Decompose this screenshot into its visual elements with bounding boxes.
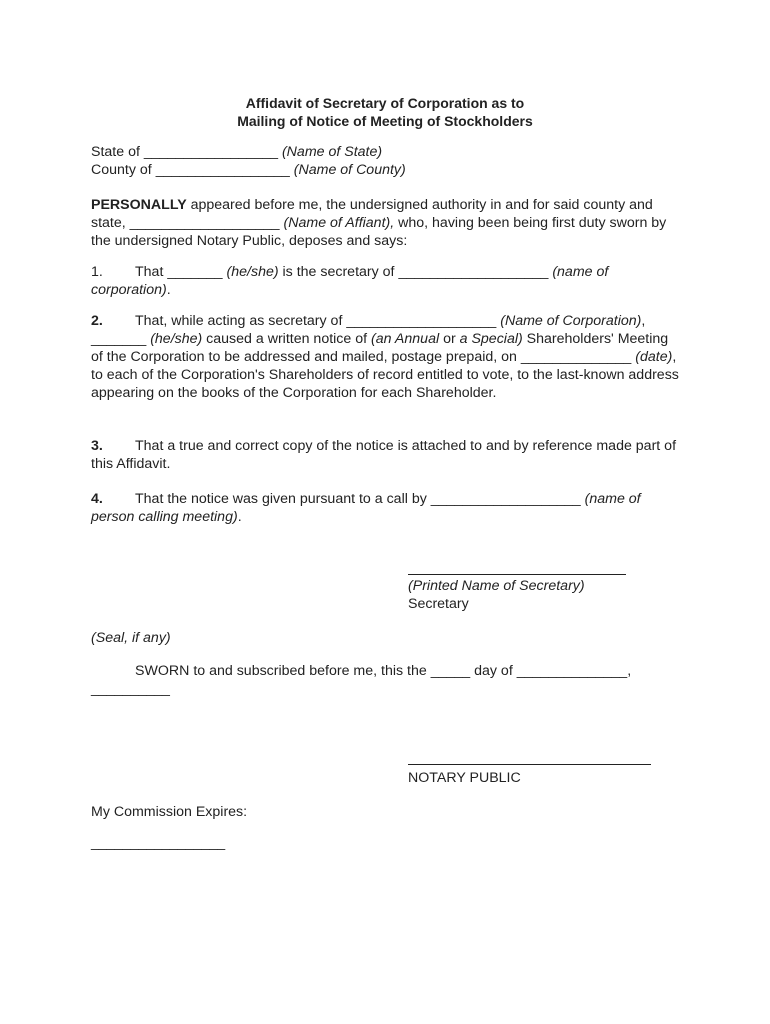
sworn-line (135, 662, 631, 680)
day-blank: _____ (430, 663, 471, 679)
item-2-hint-d: a Special) (459, 331, 523, 347)
item-1-blank-b: ___________________ (398, 264, 549, 280)
item-4 (91, 490, 681, 526)
document-title-line-2: Mailing of Notice of Meeting of Stockholders (237, 113, 533, 129)
item-2-number: 2. (91, 313, 103, 329)
month-blank: ______________ (516, 663, 628, 679)
state-label: State of (91, 144, 140, 160)
item-4-hint: (name of person calling meeting) (91, 491, 641, 525)
item-1-number: 1. (91, 264, 103, 280)
intro-lead: PERSONALLY (91, 197, 187, 213)
item-2-blank-b: _______ (91, 331, 147, 347)
item-1-text-b: is the secretary of (278, 264, 399, 280)
item-1-text-c: . (166, 282, 171, 298)
item-4-text-a: That the notice was given pursuant to a call by (135, 491, 431, 507)
item-1-hint-b: (name of corporation) (91, 264, 609, 298)
item-1 (91, 263, 681, 299)
item-3-text: That a true and correct copy of the notice is attached to and by reference made part of this Affidavit. (91, 438, 677, 472)
state-hint: (Name of State) (281, 144, 383, 160)
intro-paragraph (91, 196, 681, 250)
state-blank: _________________ (143, 144, 278, 160)
sworn-text-b: day of (470, 663, 517, 679)
affiant-blank: ___________________ (129, 215, 280, 231)
affiant-hint: (Name of Affiant), (283, 215, 395, 231)
item-2-blank-c: ______________ (520, 349, 632, 365)
document-title-line-1: Affidavit of Secretary of Corporation as to (245, 95, 525, 111)
sworn-text-c: , (627, 663, 632, 679)
notary-public-label: NOTARY PUBLIC (408, 770, 521, 786)
item-2-text-f: , to each of the Corporation's Shareholders of record entitled to vote, to the last-known address appearing on the books of the Corporation for each Shareholder. (91, 349, 679, 401)
item-4-blank: ___________________ (430, 491, 581, 507)
printed-name-hint: (Printed Name of Secretary) (408, 578, 585, 594)
item-2-hint-c: (an Annual (371, 331, 440, 347)
county-blank: _________________ (155, 162, 290, 178)
secretary-role: Secretary (408, 596, 469, 612)
item-3 (91, 437, 681, 473)
item-2-text-c: caused a written notice of (202, 331, 372, 347)
item-1-blank-a: _______ (167, 264, 223, 280)
item-2-blank-a: ___________________ (346, 313, 497, 329)
item-2-hint-b: (he/she) (150, 331, 203, 347)
item-1-text-a: That (135, 264, 168, 280)
item-1-hint-a: (he/she) (226, 264, 279, 280)
county-line (91, 161, 681, 179)
intro-text-1: appeared before me, the undersigned authority in and for said county and state, (91, 197, 653, 231)
item-2 (91, 312, 681, 402)
state-line (91, 143, 681, 161)
item-2-text-e: Shareholders' Meeting of the Corporation to be addressed and mailed, postage prepaid, on (91, 331, 669, 365)
item-2-text-d: or (439, 331, 460, 347)
seal-note: (Seal, if any) (91, 630, 171, 646)
item-4-text-b: . (237, 509, 242, 525)
commission-expires-label: My Commission Expires: (91, 804, 248, 820)
sworn-text-a: SWORN to and subscribed before me, this the (135, 663, 431, 679)
intro-text-2: who, having been being first duty sworn by the undersigned Notary Public, deposes and says: (91, 215, 667, 249)
item-4-number: 4. (91, 491, 103, 507)
notary-signature-line (408, 764, 651, 765)
item-2-hint-e: (date) (635, 349, 673, 365)
item-2-text-a: That, while acting as secretary of (135, 313, 347, 329)
item-2-text-b: , (641, 313, 646, 329)
year-blank: __________ (91, 681, 170, 697)
commission-expires-blank: _________________ (91, 835, 226, 851)
county-label: County of (91, 162, 152, 178)
item-2-hint-a: (Name of Corporation) (500, 313, 642, 329)
item-3-number: 3. (91, 438, 103, 454)
county-hint: (Name of County) (293, 162, 406, 178)
secretary-signature-line (408, 574, 626, 575)
